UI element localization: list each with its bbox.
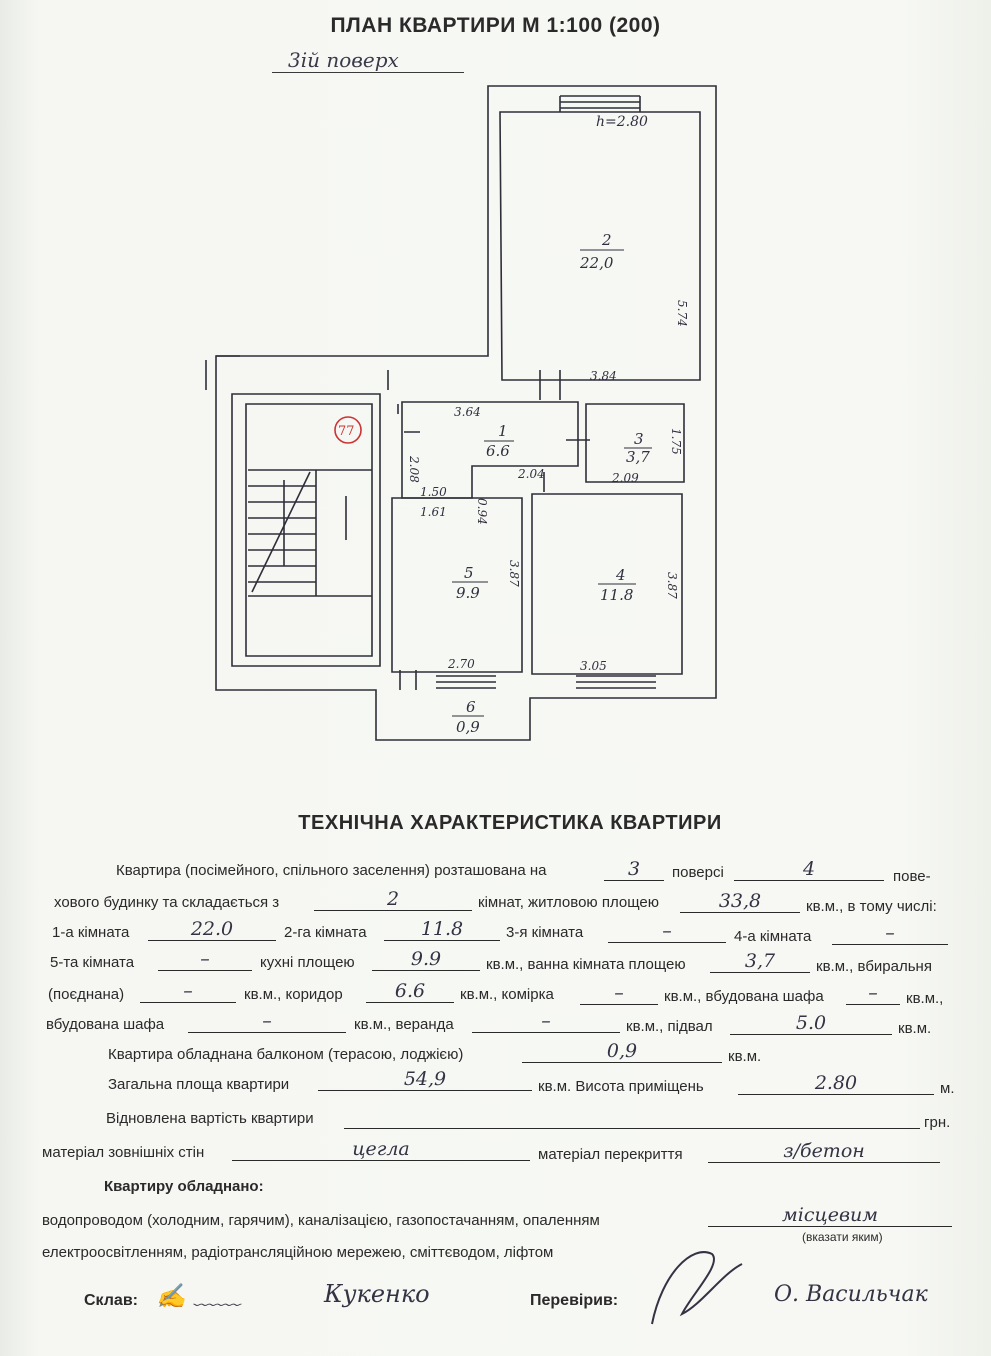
- checker-signature: [632, 1234, 752, 1344]
- room-5-area: 9.9: [456, 584, 480, 602]
- spec-line4-d: кв.м., вбиральня: [816, 958, 932, 975]
- spec-line2-a: хового будинку та складається з: [54, 894, 280, 911]
- field-total-area: 54,9: [318, 1068, 532, 1091]
- dim-2-04: 2.04: [518, 467, 545, 481]
- field-storeys: 4: [734, 858, 884, 881]
- room-6-area: 0,9: [456, 718, 480, 736]
- spec-line4-b: кухні площею: [260, 954, 355, 971]
- spec-line10-a: матеріал зовнішніх стін: [42, 1144, 205, 1161]
- spec-line4-a: 5-та кімната: [50, 954, 135, 971]
- spec-line5-c: кв.м., комірка: [460, 986, 554, 1003]
- composed-signature: ✍ ﹏﹏: [156, 1282, 242, 1310]
- room-3-number: 3: [634, 430, 644, 448]
- field-room3: –: [608, 920, 726, 943]
- field-corridor: 6.6: [366, 980, 454, 1003]
- spec-title: ТЕХНІЧНА ХАРАКТЕРИСТИКА КВАРТИРИ: [298, 812, 722, 834]
- spec-line11-a: водопроводом (холодним, гарячим), каналізацією, газопостачанням, опаленням: [42, 1212, 600, 1229]
- spec-line8-a: Загальна площа квартири: [108, 1076, 290, 1093]
- spec-line5-a: (поєднана): [48, 986, 125, 1003]
- field-bath: 3,7: [710, 950, 810, 973]
- room-4-number: 4: [616, 566, 626, 584]
- dim-3-64: 3.64: [454, 405, 481, 419]
- spec-line8-c: м.: [940, 1080, 955, 1097]
- spec-line10-b: матеріал перекриття: [538, 1146, 683, 1163]
- checked-label: Перевірив:: [530, 1292, 619, 1309]
- spec-line12: електроосвітленням, радіотрансляційною мережею, сміттєводом, ліфтом: [42, 1244, 554, 1261]
- field-rooms: 2: [314, 888, 472, 911]
- field-storeroom: –: [580, 982, 658, 1005]
- dim-3-87-room4: 3.87: [665, 572, 679, 599]
- spec-line6-b: кв.м., веранда: [354, 1016, 454, 1033]
- field-floor: 3: [604, 858, 664, 881]
- stair-marker-text: 77: [338, 424, 355, 439]
- field-wardrobe2: –: [188, 1010, 346, 1033]
- spec-line9-a: Відновлена вартість квартири: [106, 1110, 314, 1127]
- room-6-number: 6: [466, 698, 476, 716]
- field-walls: цегла: [232, 1138, 530, 1161]
- spec-line1-b: поверсі: [672, 864, 724, 881]
- spec-line3-c: 3-я кімната: [506, 924, 584, 941]
- spec-line6-a: вбудована шафа: [46, 1016, 165, 1033]
- field-room1: 22.0: [148, 918, 276, 941]
- spec-line6-d: кв.м.: [898, 1020, 932, 1037]
- dim-5-74: 5.74: [675, 300, 689, 327]
- window-room-5: [436, 676, 496, 688]
- room-2-walls: [500, 112, 700, 380]
- field-veranda: –: [472, 1010, 620, 1033]
- field-ceiling-material: з/бетон: [708, 1140, 940, 1163]
- spec-line4-c: кв.м., ванна кімната площею: [486, 956, 686, 973]
- room-1-number: 1: [498, 422, 508, 440]
- height-label: h=2.80: [596, 114, 648, 130]
- field-wardrobe1: –: [846, 982, 900, 1005]
- field-kitchen: 9.9: [372, 948, 480, 971]
- field-room4: –: [832, 922, 948, 945]
- field-basement: 5.0: [730, 1012, 892, 1035]
- field-room2: 11.8: [384, 918, 500, 941]
- room-4-area: 11.8: [600, 586, 634, 604]
- room-1-area: 6.6: [486, 442, 510, 460]
- dim-3-87-room5: 3.87: [507, 560, 521, 587]
- dim-2-09: 2.09: [612, 471, 639, 485]
- dim-1-75: 1.75: [669, 428, 683, 455]
- dim-1-61: 1.61: [420, 505, 447, 519]
- spec-line9-b: грн.: [924, 1114, 951, 1131]
- spec-line7-b: кв.м.: [728, 1048, 762, 1065]
- dim-0-94: 0.94: [475, 498, 489, 525]
- stair-walls: [232, 394, 380, 666]
- field-living-area: 33,8: [680, 890, 800, 913]
- heating-hint: (вказати яким): [802, 1230, 883, 1244]
- spec-line5-e: кв.м.,: [906, 990, 944, 1007]
- room-2-number: 2: [602, 231, 612, 249]
- spec-line3-d: 4-а кімната: [734, 928, 812, 945]
- checked-name: О. Васильчак: [774, 1282, 928, 1307]
- composed-names: Кукенко: [324, 1280, 430, 1308]
- field-restored-value: [344, 1106, 920, 1129]
- field-ceiling-height: 2.80: [738, 1072, 934, 1095]
- room-5-number: 5: [464, 564, 474, 582]
- dim-1-50: 1.50: [420, 485, 447, 499]
- spec-line8-b: кв.м. Висота приміщень: [538, 1078, 704, 1095]
- room-3-area: 3,7: [626, 448, 650, 466]
- field-heating: місцевим: [708, 1204, 952, 1227]
- spec-line1-text: Квартира (посімейного, спільного заселення) розташована на: [116, 862, 547, 879]
- spec-line1-c: пове-: [893, 868, 931, 885]
- spec-line3-b: 2-га кімната: [284, 924, 367, 941]
- spec-line5-d: кв.м., вбудована шафа: [664, 988, 824, 1005]
- composed-label: Склав:: [84, 1292, 138, 1309]
- dim-3-05: 3.05: [580, 659, 607, 673]
- dim-3-84: 3.84: [590, 369, 617, 383]
- window-top: [560, 96, 640, 112]
- equipped-title: Квартиру обладнано:: [104, 1178, 264, 1195]
- room-2-area: 22,0: [580, 254, 614, 272]
- dim-2-08: 2.08: [407, 456, 421, 483]
- spec-line3-a: 1-а кімната: [52, 924, 130, 941]
- spec-line2-c: кв.м., в тому числі:: [806, 898, 937, 915]
- spec-line2-b: кімнат, житловою площею: [478, 894, 659, 911]
- spec-line5-b: кв.м., коридор: [244, 986, 343, 1003]
- plan-title: ПЛАН КВАРТИРИ М 1:100 (200): [330, 14, 661, 37]
- field-balcony: 0,9: [522, 1040, 722, 1063]
- dim-2-70: 2.70: [448, 657, 475, 671]
- window-room-4: [576, 676, 656, 688]
- field-room5: –: [158, 948, 252, 971]
- spec-line7-a: Квартира обладнана балконом (терасою, лоджією): [108, 1046, 464, 1063]
- spec-line6-c: кв.м., підвал: [626, 1018, 713, 1035]
- field-wc: –: [140, 980, 236, 1003]
- floor-note: 3ій поверх: [288, 48, 399, 72]
